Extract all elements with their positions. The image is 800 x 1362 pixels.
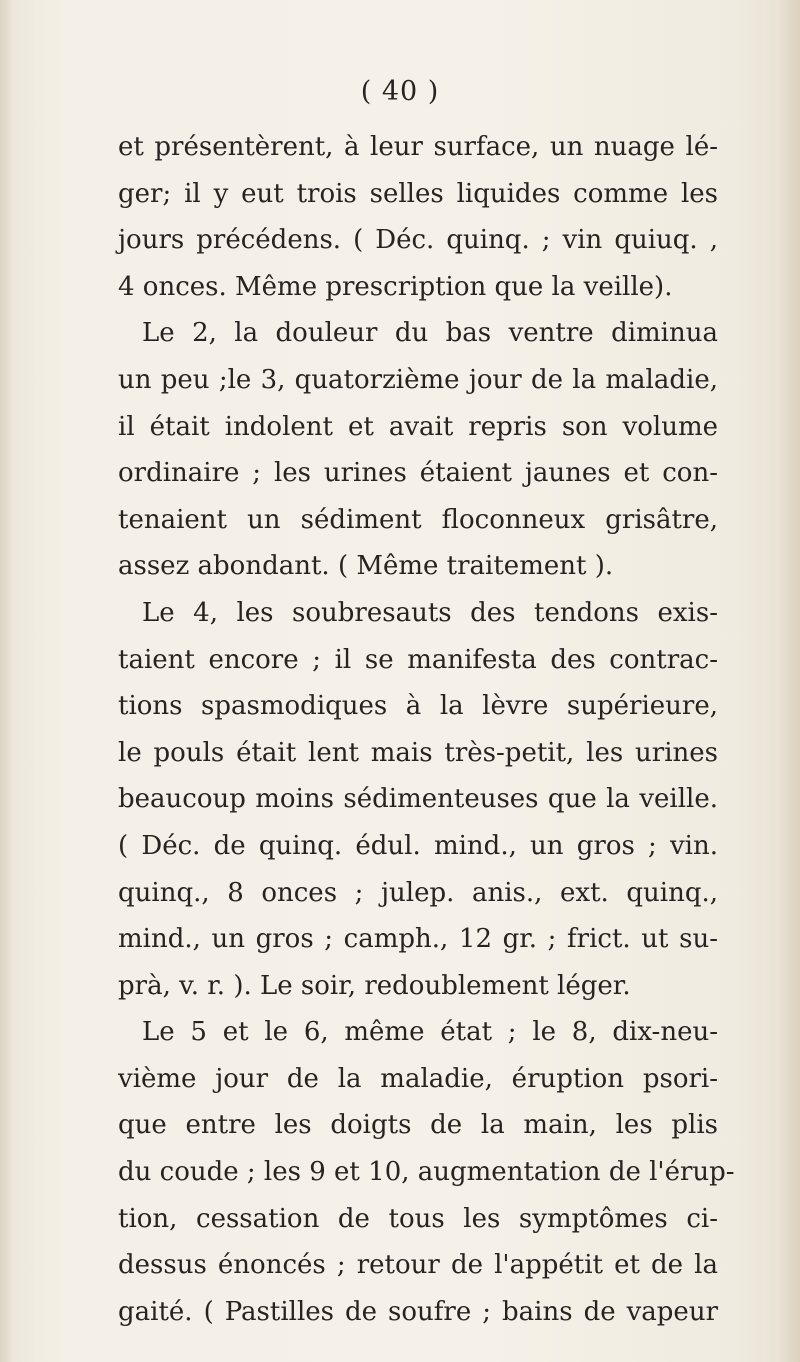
page-left-edge-shadow bbox=[0, 0, 14, 1362]
page-right-edge-shadow bbox=[778, 0, 800, 1362]
text-line: tion, cessation de tous les symptômes ci- bbox=[118, 1203, 718, 1234]
text-line: il était indolent et avait repris son volume bbox=[118, 411, 718, 442]
text-line: taient encore ; il se manifesta des contrac- bbox=[118, 644, 718, 675]
text-line: tenaient un sédiment floconneux grisâtre, bbox=[118, 504, 718, 535]
text-line: du coude ; les 9 et 10, augmentation de l'érup- bbox=[118, 1157, 735, 1188]
text-line: mind., un gros ; camph., 12 gr. ; frict. ut su- bbox=[118, 924, 718, 955]
text-line: ger; il y eut trois selles liquides comme les bbox=[118, 178, 718, 209]
text-line: ( Déc. de quinq. édul. mind., un gros ; vin. bbox=[118, 830, 718, 861]
text-line: Le 5 et le 6, même état ; le 8, dix-neu- bbox=[142, 1017, 718, 1048]
text-line: ordinaire ; les urines étaient jaunes et con- bbox=[118, 458, 718, 489]
text-line: prà, v. r. ). Le soir, redoublement léger. bbox=[118, 970, 631, 1001]
text-line: beaucoup moins sédimenteuses que la veille. bbox=[118, 784, 718, 815]
text-line: Le 4, les soubresauts des tendons exis- bbox=[142, 597, 718, 628]
text-line: 4 onces. Même prescription que la veille). bbox=[118, 271, 673, 302]
text-line: gaité. ( Pastilles de soufre ; bains de vapeur bbox=[118, 1296, 718, 1327]
text-line: jours précédens. ( Déc. quinq. ; vin quiuq. , bbox=[118, 225, 718, 256]
text-line: assez abondant. ( Même traitement ). bbox=[118, 551, 614, 582]
text-line: et présentèrent, à leur surface, un nuage lé- bbox=[118, 132, 718, 162]
text-line: vième jour de la maladie, éruption psori- bbox=[118, 1063, 718, 1094]
body-text bbox=[118, 124, 735, 1335]
page-number: ( 40 ) bbox=[360, 76, 440, 107]
text-line: tions spasmodiques à la lèvre supérieure, bbox=[118, 691, 718, 722]
text-line: quinq., 8 onces ; julep. anis., ext. quinq., bbox=[118, 877, 718, 908]
text-line: dessus énoncés ; retour de l'appétit et de la bbox=[118, 1250, 718, 1281]
text-line: le pouls était lent mais très-petit, les urines bbox=[118, 737, 718, 768]
text-line: un peu ;le 3, quatorzième jour de la maladie, bbox=[118, 364, 718, 395]
text-line: Le 2, la douleur du bas ventre diminua bbox=[142, 318, 718, 349]
text-line: que entre les doigts de la main, les plis bbox=[118, 1110, 718, 1141]
